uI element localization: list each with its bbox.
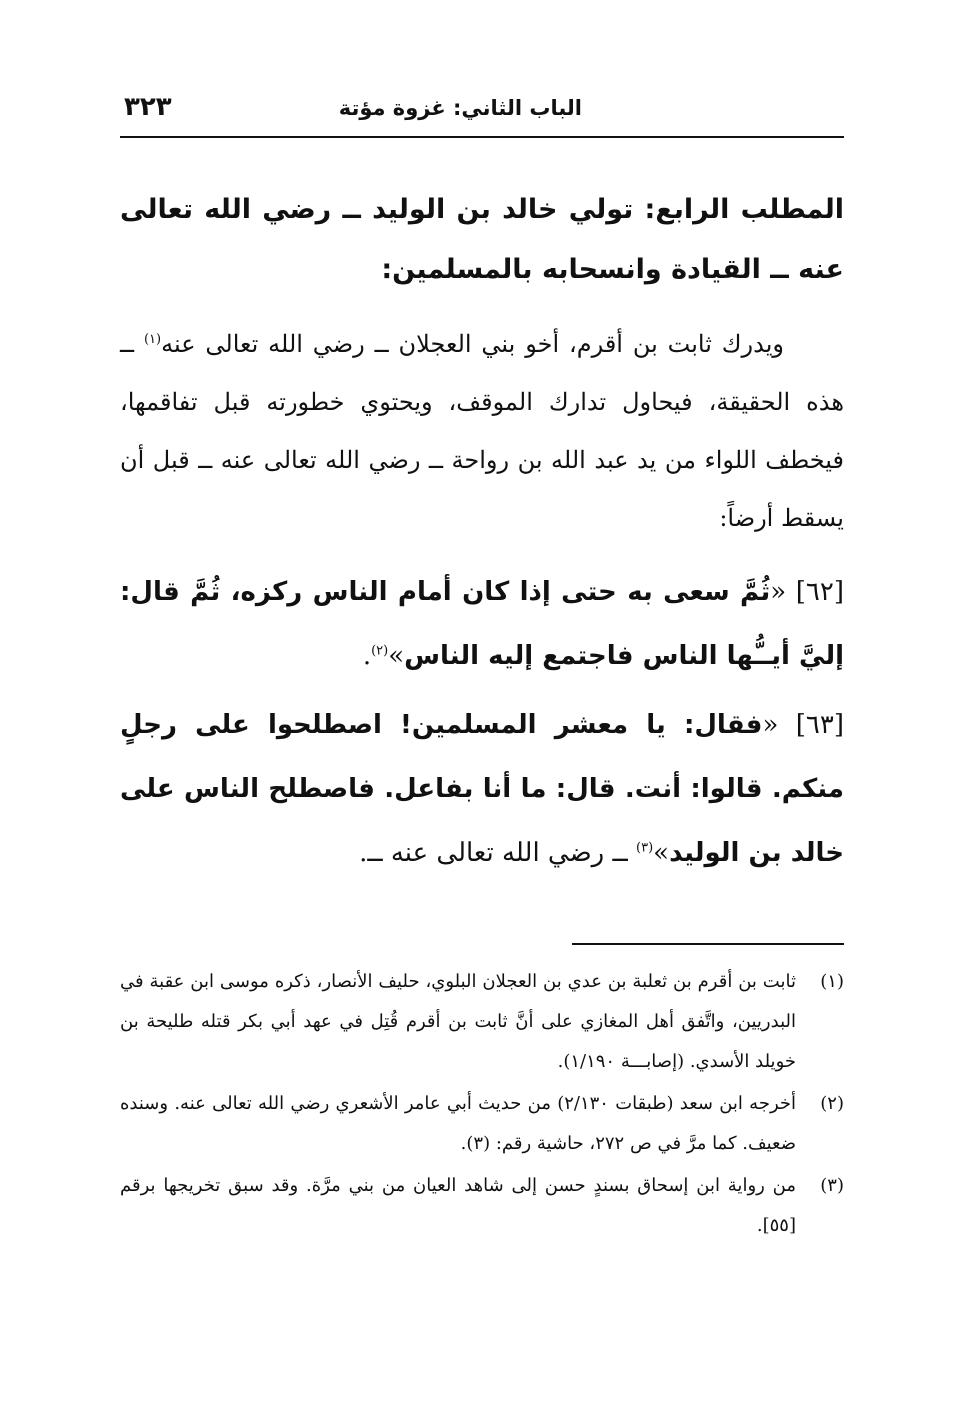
intro-text-after-note: ــ هذه الحقيقة، فيحاول تدارك الموقف، ويحتوي خطورته قبل تفاقمها، فيخطف اللواء من يد عبد الله بن رواحة ــ رضي الله تعالى عنه ــ قبل أن يسقط أرضاً: [120, 330, 844, 532]
footnote-3 [120, 1166, 844, 1246]
quote-tail: ــ رضي الله تعالى عنه ــ. [359, 838, 637, 868]
footnote-number: (١) [820, 971, 844, 992]
quote-number: [٦٢] [795, 577, 844, 607]
footnote-text: ثابت بن أقرم بن ثعلبة بن عدي بن العجلان البلوي، حليف الأنصار، ذكره موسى ابن عقبة في البدريين، واتَّفق أهل المغازي على أنَّ ثابت بن أقرم قُتِل في عهد أبي بكر قتله طليحة بن خويلد الأسدي. (إصابـــة ١/١٩٠). [120, 971, 796, 1072]
intro-text-before-note: ويدرك ثابت بن أقرم، أخو بني العجلان ــ رضي الله تعالى عنه [161, 330, 784, 358]
page-header [118, 92, 844, 132]
footnote-separator [572, 943, 844, 945]
running-title: الباب الثاني: غزوة مؤتة [338, 96, 582, 120]
section-heading: المطلب الرابع: تولي خالد بن الوليد ــ رضي الله تعالى عنه ــ القيادة وانسحابه بالمسلمين: [120, 194, 844, 285]
footnote-number: (٣) [820, 1175, 844, 1196]
footnote-1 [120, 962, 844, 1082]
quote-62 [120, 560, 844, 688]
quote-open-mark: « [770, 577, 787, 607]
note-marker-2: (٢) [371, 643, 389, 659]
quote-number: [٦٣] [795, 710, 844, 740]
quote-63 [120, 693, 844, 885]
header-rule [120, 136, 844, 138]
quote-text: فقال: يا معشر المسلمين! اصطلحوا على رجلٍ منكم. قالوا: أنت. قال: ما أنا بفاعل. فاصطلح الناس على خالد بن الوليد [120, 710, 844, 868]
footnote-text: من رواية ابن إسحاق بسندٍ حسن إلى شاهد العيان من بني مرَّة. وقد سبق تخريجها برقم [٥٥]. [120, 1175, 796, 1236]
note-marker-3: (٣) [636, 840, 654, 856]
quote-open-mark: « [762, 710, 779, 740]
quote-close-mark: » [653, 838, 670, 868]
footnotes [120, 962, 844, 1248]
footnote-text: أخرجه ابن سعد (طبقات ٢/١٣٠) من حديث أبي عامر الأشعري رضي الله تعالى عنه. وسنده ضعيف. كما مرَّ في ص ٢٧٢، حاشية رقم: (٣). [120, 1093, 797, 1154]
note-marker-1: (١) [143, 332, 162, 347]
intro-paragraph [120, 315, 844, 547]
footnote-2 [120, 1084, 844, 1164]
footnote-number: (٢) [820, 1093, 844, 1114]
quote-close-mark: » [388, 641, 405, 671]
quote-text: ثُمَّ سعى به حتى إذا كان أمام الناس ركزه، ثُمَّ قال: إليَّ أيــُّها الناس فاجتمع إليه الناس [120, 577, 844, 671]
quote-tail: . [362, 641, 372, 671]
page-number: ٣٢٣ [124, 92, 172, 122]
